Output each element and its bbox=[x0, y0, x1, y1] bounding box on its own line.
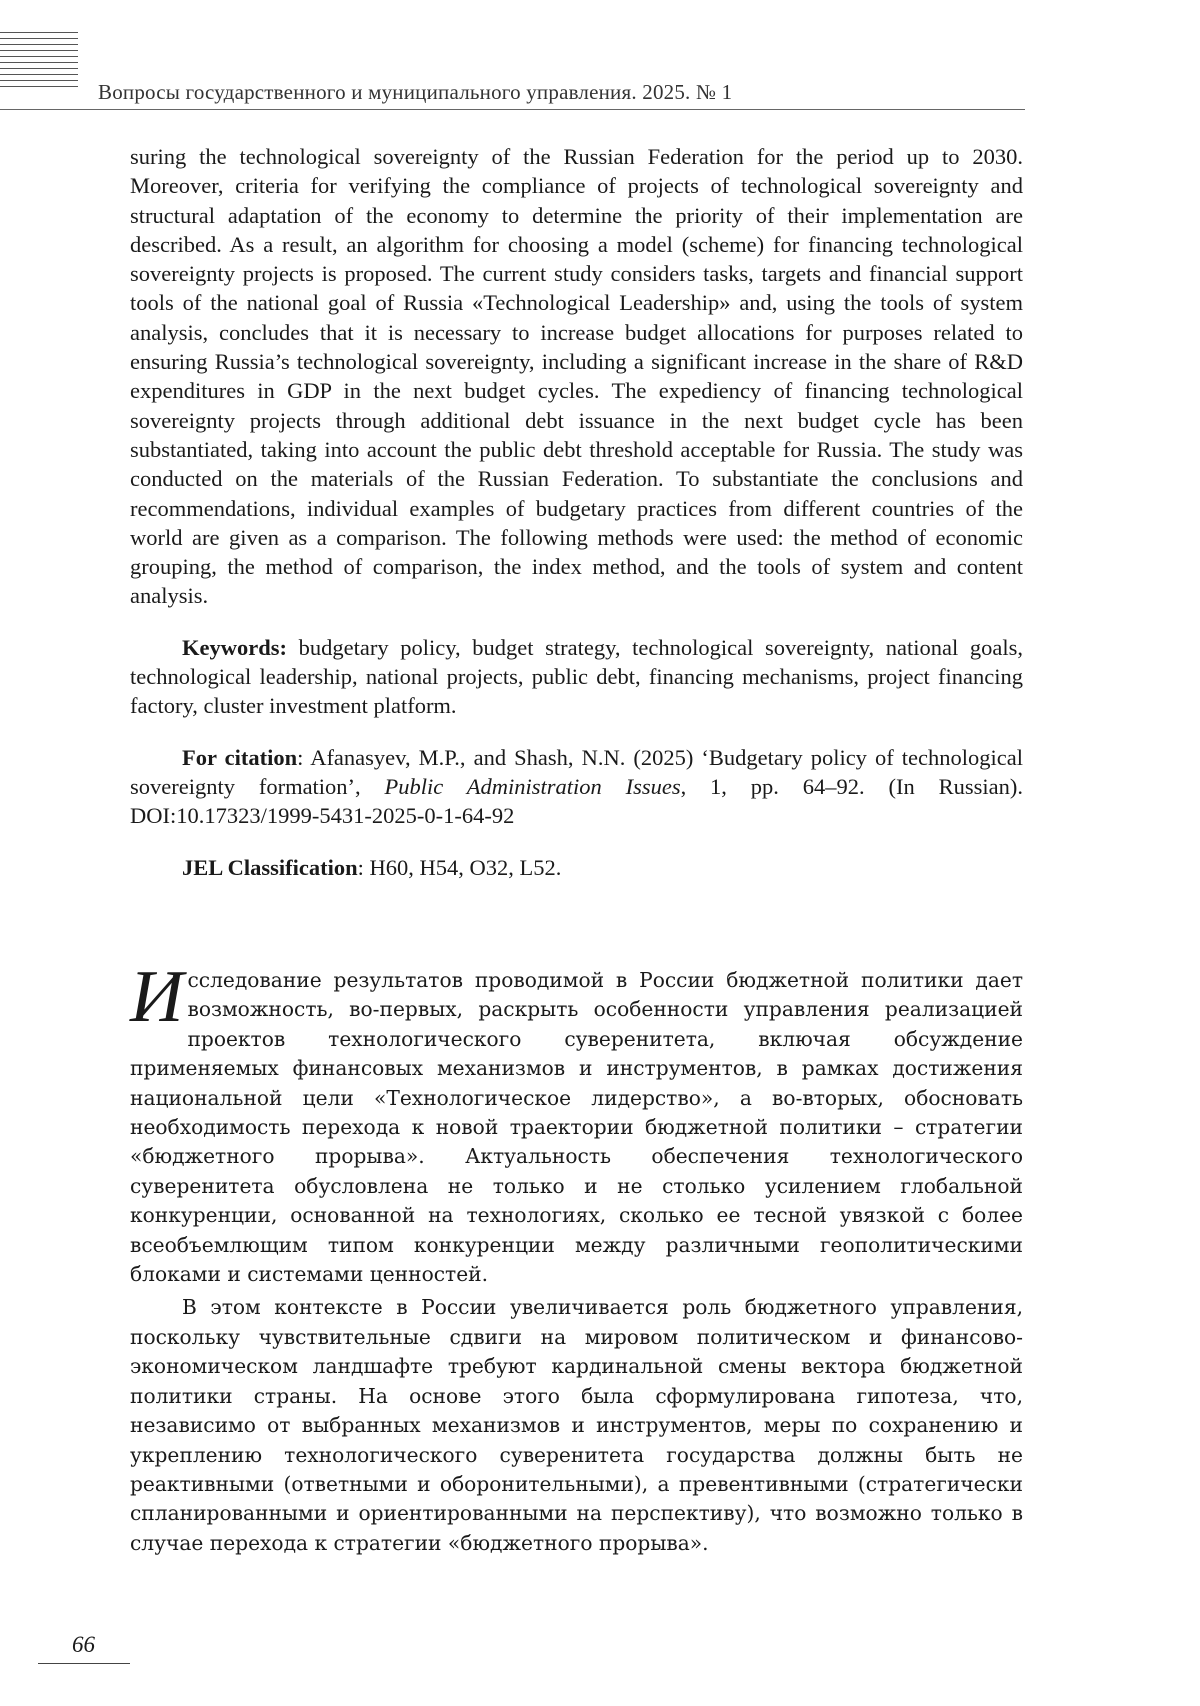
body-paragraph-2: В этом контексте в России увеличивается роль бюджетного управления, поскольку чувствительные сдвиги на мировом политическом и финансово-экономическом ландшафте требуют кардинальной смены вектора бюджетной политики страны. На основе этого была сформулирована гипотеза, что, независимо от выбранных механизмов и инструментов, меры по сохранению и укреплению технологического суверенитета государства должны быть не реактивными (ответными и оборонительными), а превентивными (стратегически спланированными и ориентированными на перспективу), что возможно только в случае перехода к стратегии «бюджетного прорыва». bbox=[130, 1295, 1023, 1555]
header-decoration bbox=[0, 32, 78, 92]
keywords-label: Keywords: bbox=[182, 634, 287, 660]
abstract-text: suring the technological sovereignty of the Russian Federation for the period up to 2030. Moreover, criteria for verifying the compliance of projects of technological sovereignty and structural adaptation of the economy to determine the priority of their implementation are described. As a result, an algorithm for choosing a model (scheme) for financing technological sovereignty projects is proposed. The current study considers tasks, targets and financial support tools of the national goal of Russia «Technological Leadership» and, using the tools of system analysis, concludes that it is necessary to increase budget allocations for purposes related to ensuring Russia’s technological sovereignty, including a significant increase in the share of R&D expenditures in GDP in the next budget cycles. The expediency of financing technological sovereignty projects through additional debt issuance in the next budget cycle has been substantiated, taking into account the public debt threshold acceptable for Russia. The study was conducted on the materials of the Russian Federation. To substantiate the conclusions and recommendations, individual examples of budgetary practices from different countries of the world are given as a comparison. The following methods were used: the method of economic grouping, the method of comparison, the index method, and the tools of system and content analysis. bbox=[130, 144, 1023, 609]
header-rule bbox=[0, 109, 1025, 110]
footer-rule bbox=[38, 1663, 130, 1664]
jel-codes: : H60, H54, O32, L52. bbox=[357, 854, 562, 880]
page-number: 66 bbox=[72, 1632, 95, 1657]
keywords-text: budgetary policy, budget strategy, technological sovereignty, national goals, technological leadership, national projects, public debt, financing mechanisms, project financing factory, cluster investment platform. bbox=[130, 634, 1023, 719]
citation-text: : Afanasyev, M.P., and Shash, N.N. (2025) ‘Budgetary policy of technological sovereignty formation’, bbox=[130, 744, 1023, 799]
abstract bbox=[130, 142, 1023, 882]
citation bbox=[130, 743, 1023, 831]
body-text bbox=[130, 956, 1023, 1558]
running-header: Вопросы государственного и муниципального управления. 2025. № 1 bbox=[98, 80, 733, 104]
body-paragraph-1-text: сследование результатов проводимой в России бюджетной политики дает возможность, во-первых, раскрыть особенности управления реализацией проектов технологического суверенитета, включая обсуждение применяемых финансовых механизмов и инструментов, в рамках достижения национальной цели «Технологическое лидерство», а во-вторых, обосновать необходимость перехода к новой траектории бюджетной политики – стратегии «бюджетного прорыва». Актуальность обеспечения технологического суверенитета обусловлена не только и не столько усилением глобальной конкуренции, основанной на технологиях, сколько ее тесной увязкой с более всеобъемлющим типом конкуренции между различными геополитическими блоками и системами ценностей. bbox=[130, 968, 1023, 1287]
jel-label: JEL Classification bbox=[182, 854, 358, 880]
citation-journal: Public Administration Issues bbox=[384, 773, 681, 799]
citation-text-after: , 1, pp. 64–92. (In Russian). DOI:10.17323/1999-5431-2025-0-1-64-92 bbox=[130, 773, 1023, 829]
body-paragraph-1 bbox=[130, 956, 1023, 1289]
drop-cap: И bbox=[130, 956, 184, 1038]
citation-label: For citation bbox=[182, 744, 298, 770]
keywords bbox=[130, 633, 1023, 721]
jel-classification bbox=[130, 853, 1023, 882]
